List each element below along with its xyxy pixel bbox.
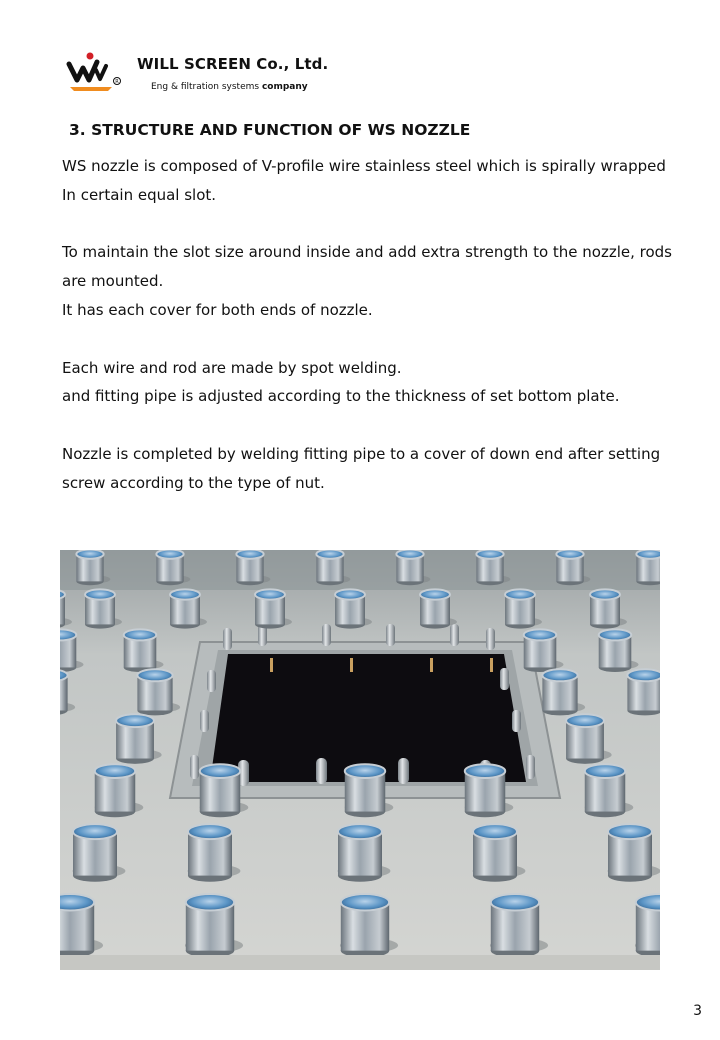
text-line: Each wire and rod are made by spot welding. bbox=[62, 358, 402, 377]
text-line: are mounted. bbox=[62, 272, 164, 291]
text-line: Nozzle is completed by welding fitting pipe to a cover of down end after setting bbox=[62, 444, 661, 463]
text-line: screw according to the type of nut. bbox=[62, 473, 325, 492]
paragraph bbox=[62, 152, 672, 210]
company-name: WILL SCREEN Co., Ltd. bbox=[137, 55, 329, 73]
text-line: To maintain the slot size around inside and add extra strength to the nozzle, rods bbox=[62, 243, 672, 262]
nozzle-plate-image bbox=[60, 550, 660, 970]
tagline-prefix: Eng & filtration systems bbox=[151, 82, 260, 92]
text-line: It has each cover for both ends of nozzle. bbox=[62, 300, 373, 319]
text-line: In certain equal slot. bbox=[62, 185, 217, 204]
paragraph bbox=[62, 238, 672, 324]
nozzle bbox=[635, 894, 660, 957]
nozzle bbox=[636, 550, 660, 585]
text-line: and fitting pipe is adjusted according to the thickness of set bottom plate. bbox=[62, 387, 620, 406]
paragraph bbox=[62, 440, 672, 498]
wiw-logo-icon bbox=[66, 50, 128, 94]
page-number: 3 bbox=[693, 1003, 702, 1019]
paragraph bbox=[62, 354, 672, 412]
text-line: WS nozzle is composed of V-profile wire stainless steel which is spirally wrapped bbox=[62, 157, 666, 175]
svg-text:R: R bbox=[115, 79, 119, 85]
tagline-suffix: company bbox=[261, 82, 308, 92]
body-text bbox=[62, 152, 672, 498]
company-tagline bbox=[151, 82, 308, 92]
nozzle bbox=[627, 669, 660, 715]
nozzle-plate-photo bbox=[60, 550, 660, 970]
section-heading: 3. STRUCTURE AND FUNCTION OF WS NOZZLE bbox=[69, 121, 471, 139]
company-header bbox=[66, 50, 366, 100]
